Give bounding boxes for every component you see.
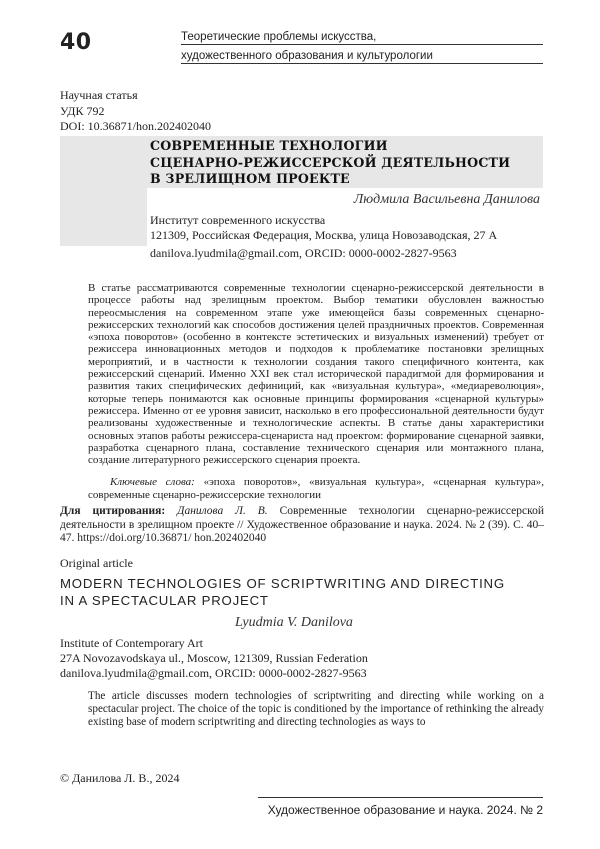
affiliation-en-line-1: Institute of Contemporary Art — [60, 636, 203, 650]
original-article-label: Original article — [60, 556, 133, 570]
author-name-ru: Людмила Васильевна Данилова — [353, 192, 540, 207]
title-ru-line-1: СОВРЕМЕННЫЕ ТЕХНОЛОГИИ — [150, 138, 388, 153]
footer-divider — [258, 797, 543, 798]
affiliation-ru-line-1: Институт современного искусства — [150, 213, 326, 227]
abstract-en: The article discusses modern technologies of scriptwriting and directing while working on a spectacular project. The choice of the topic is conditioned by the importance of rethinking the already existing base of modern scriptwriting and directing technologies as ways to — [88, 690, 544, 729]
article-title-en — [60, 575, 544, 609]
header-divider-1 — [181, 44, 543, 45]
abstract-ru: В статье рассматриваются современные технологии сценарно-режиссерской деятельности в процессе работы над зрелищным проектом. Выбор тематики обусловлен важностью переосмысления на современном этапе уже имеющейся базы современных сценарно-режиссерских технологий как способов достижения целей праздничных проектов. Современная «эпоха поворотов» (особенно в контексте эстетических и визуальных изменений) требует от режиссера инновационных методов и подходов к проблематике постановки зрелищных мероприятий, и в частности к технологии создания такого специфичного контента, как режиссерский сценарий. Именно XXI век стал исторической парадигмой для формирования и развития таких специфических дефиниций, как «визуальная культура», «медиареволюция», которые теперь понимаются как основные принципы формирования «сценарной культуры» режиссера. Именно от ее уровня зависит, насколько в его профессиональной деятельности будут реализованы художественные и технологические аспекты. В статье даны характеристики основных этапов работы режиссера-сценариста над проектом: формирование сценарной заявки, разработка сценарного плана, составление технического сценария или монтажного плана, создание литературного режиссерского сценария проекта. — [88, 282, 544, 467]
keywords-label: Ключевые слова: — [110, 476, 195, 488]
journal-heading-line-2: художественного образования и культурологии — [181, 50, 433, 62]
title-en-line-2: IN A SPECTACULAR PROJECT — [60, 593, 269, 608]
citation-text: Современные технологии сценарно-режиссерской деятельности в зрелищном проекте // Художественное образование и наука. 2024. № 2 (39). С. 40–47. https://doi.org/10.36871/ hon.202402040 — [60, 505, 544, 544]
affiliation-en-line-2: 27A Novozavodskaya ul., Moscow, 121309, Russian Federation — [60, 651, 368, 665]
journal-footer: Художественное образование и наука. 2024. № 2 — [267, 803, 543, 817]
article-meta — [60, 88, 211, 135]
journal-heading-line-1: Теоретические проблемы искусства, — [181, 31, 377, 43]
email-orcid-en: danilova.lyudmila@gmail.com, ORCID: 0000-0002-2827-9563 — [60, 666, 367, 680]
author-name-en: Lyudmia V. Danilova — [235, 615, 353, 630]
citation-author: Данилова Л. В. — [165, 505, 268, 517]
keywords-ru — [88, 476, 544, 501]
udk-code: УДК 792 — [60, 103, 105, 118]
affiliation-ru-line-2: 121309, Российская Федерация, Москва, улица Новозаводская, 27 А — [150, 228, 498, 242]
article-title-ru — [150, 138, 530, 188]
citation-label: Для цитирования: — [60, 505, 166, 517]
journal-section-heading — [181, 30, 541, 64]
page-number: 40 — [60, 30, 92, 55]
copyright-notice: © Данилова Л. В., 2024 — [60, 771, 180, 785]
article-type: Научная статья — [60, 88, 138, 102]
email-orcid-ru: danilova.lyudmila@gmail.com, ORCID: 0000-0002-2827-9563 — [150, 246, 457, 260]
doi: DOI: 10.36871/hon.202402040 — [60, 119, 211, 133]
affiliation-en — [60, 636, 368, 666]
header-divider-2 — [181, 63, 543, 64]
title-en-line-1: MODERN TECHNOLOGIES OF SCRIPTWRITING AND DIRECTING — [60, 576, 505, 591]
keywords-text: «эпоха поворотов», «визуальная культура», «сценарная культура», современные сценарно-режиссерские технологии — [88, 476, 545, 501]
title-ru-line-3: В ЗРЕЛИЩНОМ ПРОЕКТЕ — [150, 171, 350, 186]
affiliation-ru — [150, 213, 497, 243]
title-ru-line-2: СЦЕНАРНО-РЕЖИССЕРСКОЙ ДЕЯТЕЛЬНОСТИ — [150, 154, 511, 170]
citation-block — [60, 505, 544, 546]
